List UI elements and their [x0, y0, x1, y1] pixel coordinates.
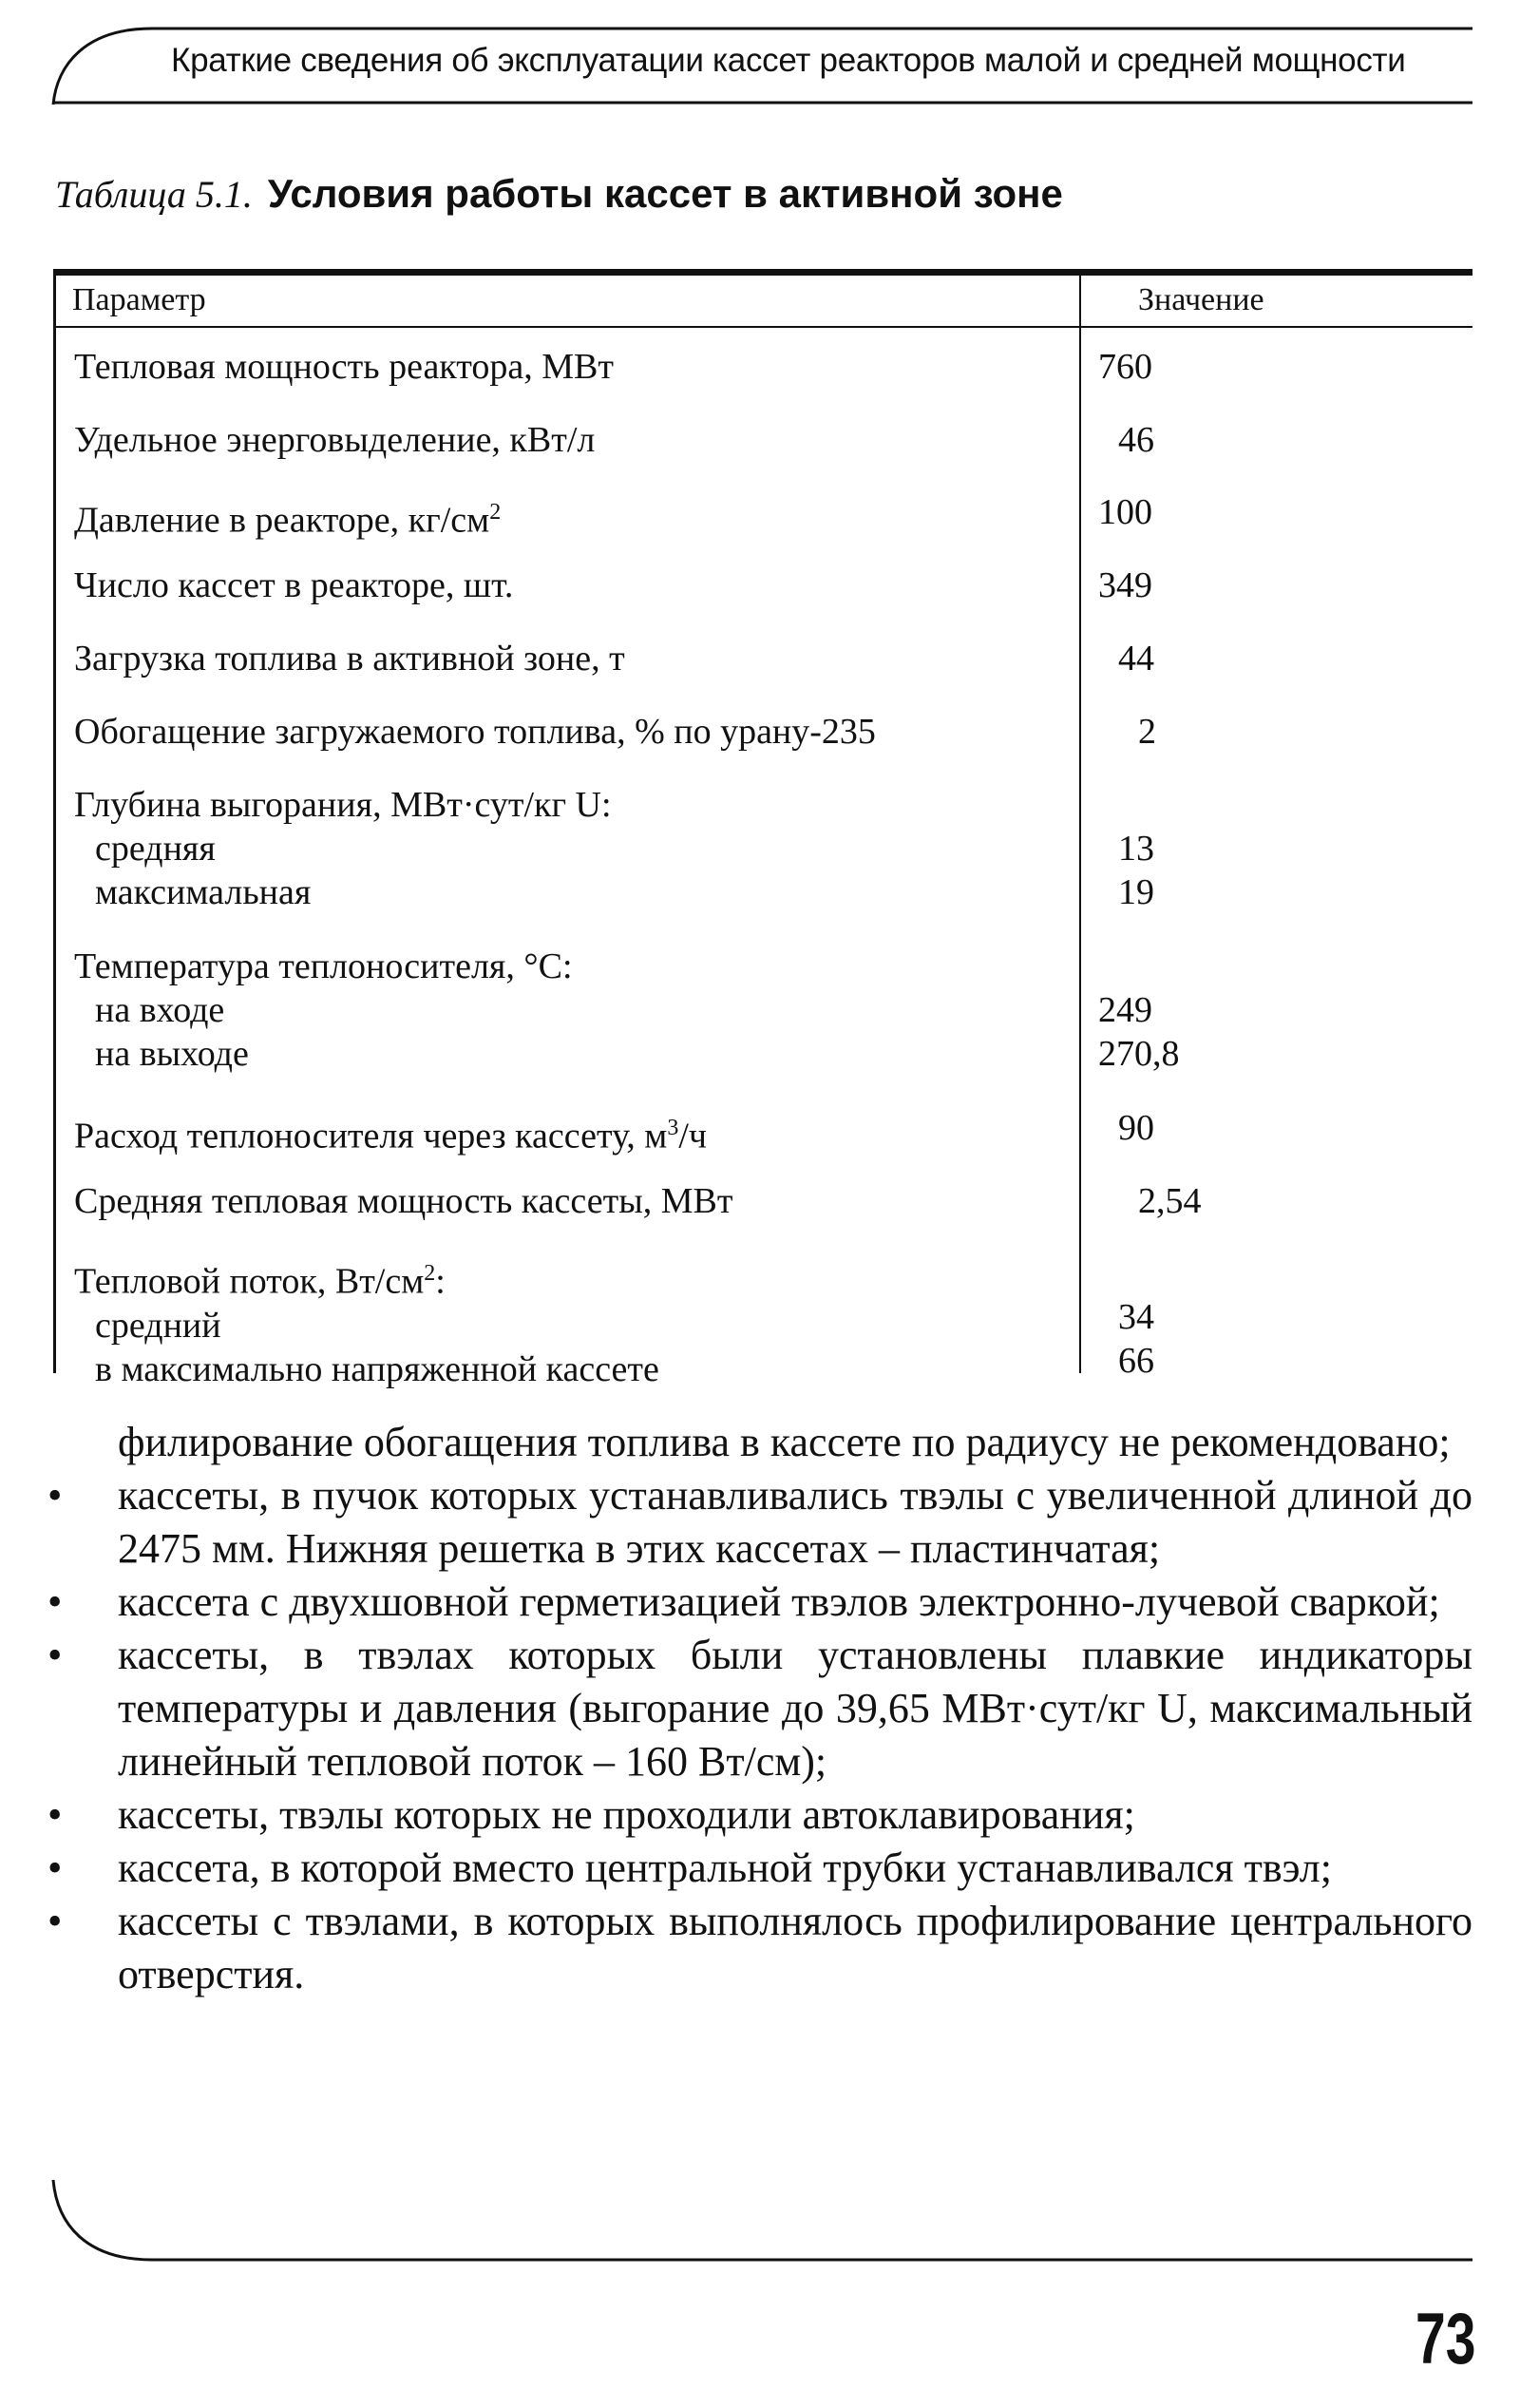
- footer-curve-decoration: [48, 2176, 1472, 2262]
- list-item: [48, 1629, 1472, 1788]
- row-label: Загрузка топлива в активной зоне, т: [74, 639, 625, 678]
- row-label: [74, 1106, 1072, 1158]
- row-label-suffix: :: [435, 1261, 446, 1302]
- bullet-icon: •: [48, 1632, 63, 1678]
- row-label: [74, 783, 1072, 914]
- list-item: [48, 1895, 1472, 2001]
- column-header-value: Значение: [1138, 282, 1264, 317]
- table-left-rule: [53, 269, 56, 1373]
- row-value: 90: [1118, 1108, 1154, 1148]
- list-item: [48, 1788, 1472, 1842]
- row-label-superscript: 2: [489, 500, 502, 525]
- list-item-text: кассеты, твэлы которых не проходили автоклавирования;: [118, 1791, 1135, 1838]
- row-values: [1098, 827, 1479, 914]
- bullet-icon: •: [48, 1844, 63, 1891]
- page-number: 73: [1416, 2299, 1476, 2379]
- row-sublabel: максимальная: [95, 872, 312, 912]
- row-label-main: Температура теплоносителя, °С:: [74, 946, 573, 986]
- row-values: [1098, 988, 1459, 1076]
- row-label-superscript: 2: [424, 1261, 436, 1286]
- list-item: [48, 1842, 1472, 1895]
- row-sublabel: на входе: [95, 990, 225, 1030]
- row-value: 760: [1098, 347, 1152, 387]
- row-label: [74, 945, 1072, 1076]
- row-sublabel: средняя: [95, 829, 216, 869]
- row-label: [74, 1252, 1072, 1391]
- row-label: [74, 490, 1072, 543]
- row-label-text: Давление в реакторе, кг/см: [74, 500, 490, 541]
- row-label-suffix: /ч: [678, 1116, 707, 1156]
- bullet-icon: •: [48, 1791, 63, 1838]
- running-header: Краткие сведения об эксплуатации кассет реакторов малой и средней мощности: [171, 42, 1406, 79]
- list-item-text: кассета с двухшовной герметизацией твэлов электронно-лучевой сваркой;: [118, 1578, 1440, 1625]
- table-caption: [55, 171, 1063, 217]
- bullet-icon: •: [48, 1898, 63, 1944]
- table-caption-number: Таблица 5.1.: [55, 173, 253, 216]
- row-sublabel: на выходе: [95, 1034, 249, 1074]
- row-value: 2: [1138, 712, 1156, 752]
- row-label: Обогащение загружаемого топлива, % по урану-235: [74, 712, 876, 752]
- row-value: 100: [1098, 492, 1152, 532]
- list-item-text: кассеты, в пучок которых устанавливались твэлы с увеличенной длиной до 2475 мм. Нижняя решетка в этих кассетах – пластинчатая;: [118, 1472, 1472, 1572]
- conditions-table: [53, 269, 1472, 1389]
- row-value: 13: [1118, 829, 1154, 869]
- row-value: 66: [1118, 1341, 1154, 1381]
- row-sublabel: в максимально напряженной кассете: [95, 1348, 659, 1389]
- row-label-superscript: 3: [667, 1116, 679, 1140]
- list-item-text: кассета, в которой вместо центральной трубки устанавливался твэл;: [118, 1844, 1332, 1891]
- row-label: Средняя тепловая мощность кассеты, МВт: [74, 1181, 733, 1221]
- row-label: Тепловая мощность реактора, МВт: [74, 347, 614, 387]
- list-item: [48, 1469, 1472, 1576]
- table-caption-title: Условия работы кассет в активной зоне: [267, 171, 1063, 216]
- body-text: [48, 1416, 1472, 2001]
- row-label-text: Тепловой поток, Вт/см: [74, 1261, 425, 1302]
- list-item-text: кассеты с твэлами, в которых выполнялось профилирование центрального отверстия.: [118, 1898, 1472, 1997]
- continuation-paragraph: филирование обогащения топлива в кассете по радиусу не рекомендовано;: [118, 1419, 1451, 1465]
- bullet-icon: •: [48, 1578, 63, 1625]
- list-item: [48, 1576, 1472, 1629]
- row-values: [1098, 1295, 1479, 1383]
- table-header-rule: [53, 326, 1472, 328]
- row-value: 249: [1098, 990, 1152, 1030]
- row-value: 349: [1098, 565, 1152, 605]
- row-value: 46: [1118, 420, 1154, 460]
- row-label-text: Расход теплоносителя через кассету, м: [74, 1116, 668, 1156]
- row-label-main: [74, 1252, 1072, 1304]
- row-label-main: Глубина выгорания, МВт·сут/кг U:: [74, 785, 612, 825]
- row-sublabel: средний: [95, 1305, 221, 1346]
- column-header-parameter: Параметр: [72, 282, 206, 317]
- row-label: Удельное энерговыделение, кВт/л: [74, 420, 596, 460]
- bullet-icon: •: [48, 1472, 63, 1519]
- row-value: 44: [1118, 639, 1154, 678]
- row-label: Число кассет в реакторе, шт.: [74, 565, 514, 605]
- table-column-divider: [1079, 276, 1081, 1373]
- row-value: 2,54: [1138, 1181, 1202, 1221]
- row-value: 19: [1118, 872, 1154, 912]
- table-top-rule: [53, 269, 1472, 276]
- row-value: 270,8: [1098, 1034, 1180, 1074]
- list-item-text: кассеты, в твэлах которых были установлены плавкие индикаторы температуры и давления (выгорание до 39,65 МВт·сут/кг U, максимальный линейный тепловой поток – 160 Вт/см);: [118, 1632, 1472, 1785]
- row-value: 34: [1118, 1297, 1154, 1337]
